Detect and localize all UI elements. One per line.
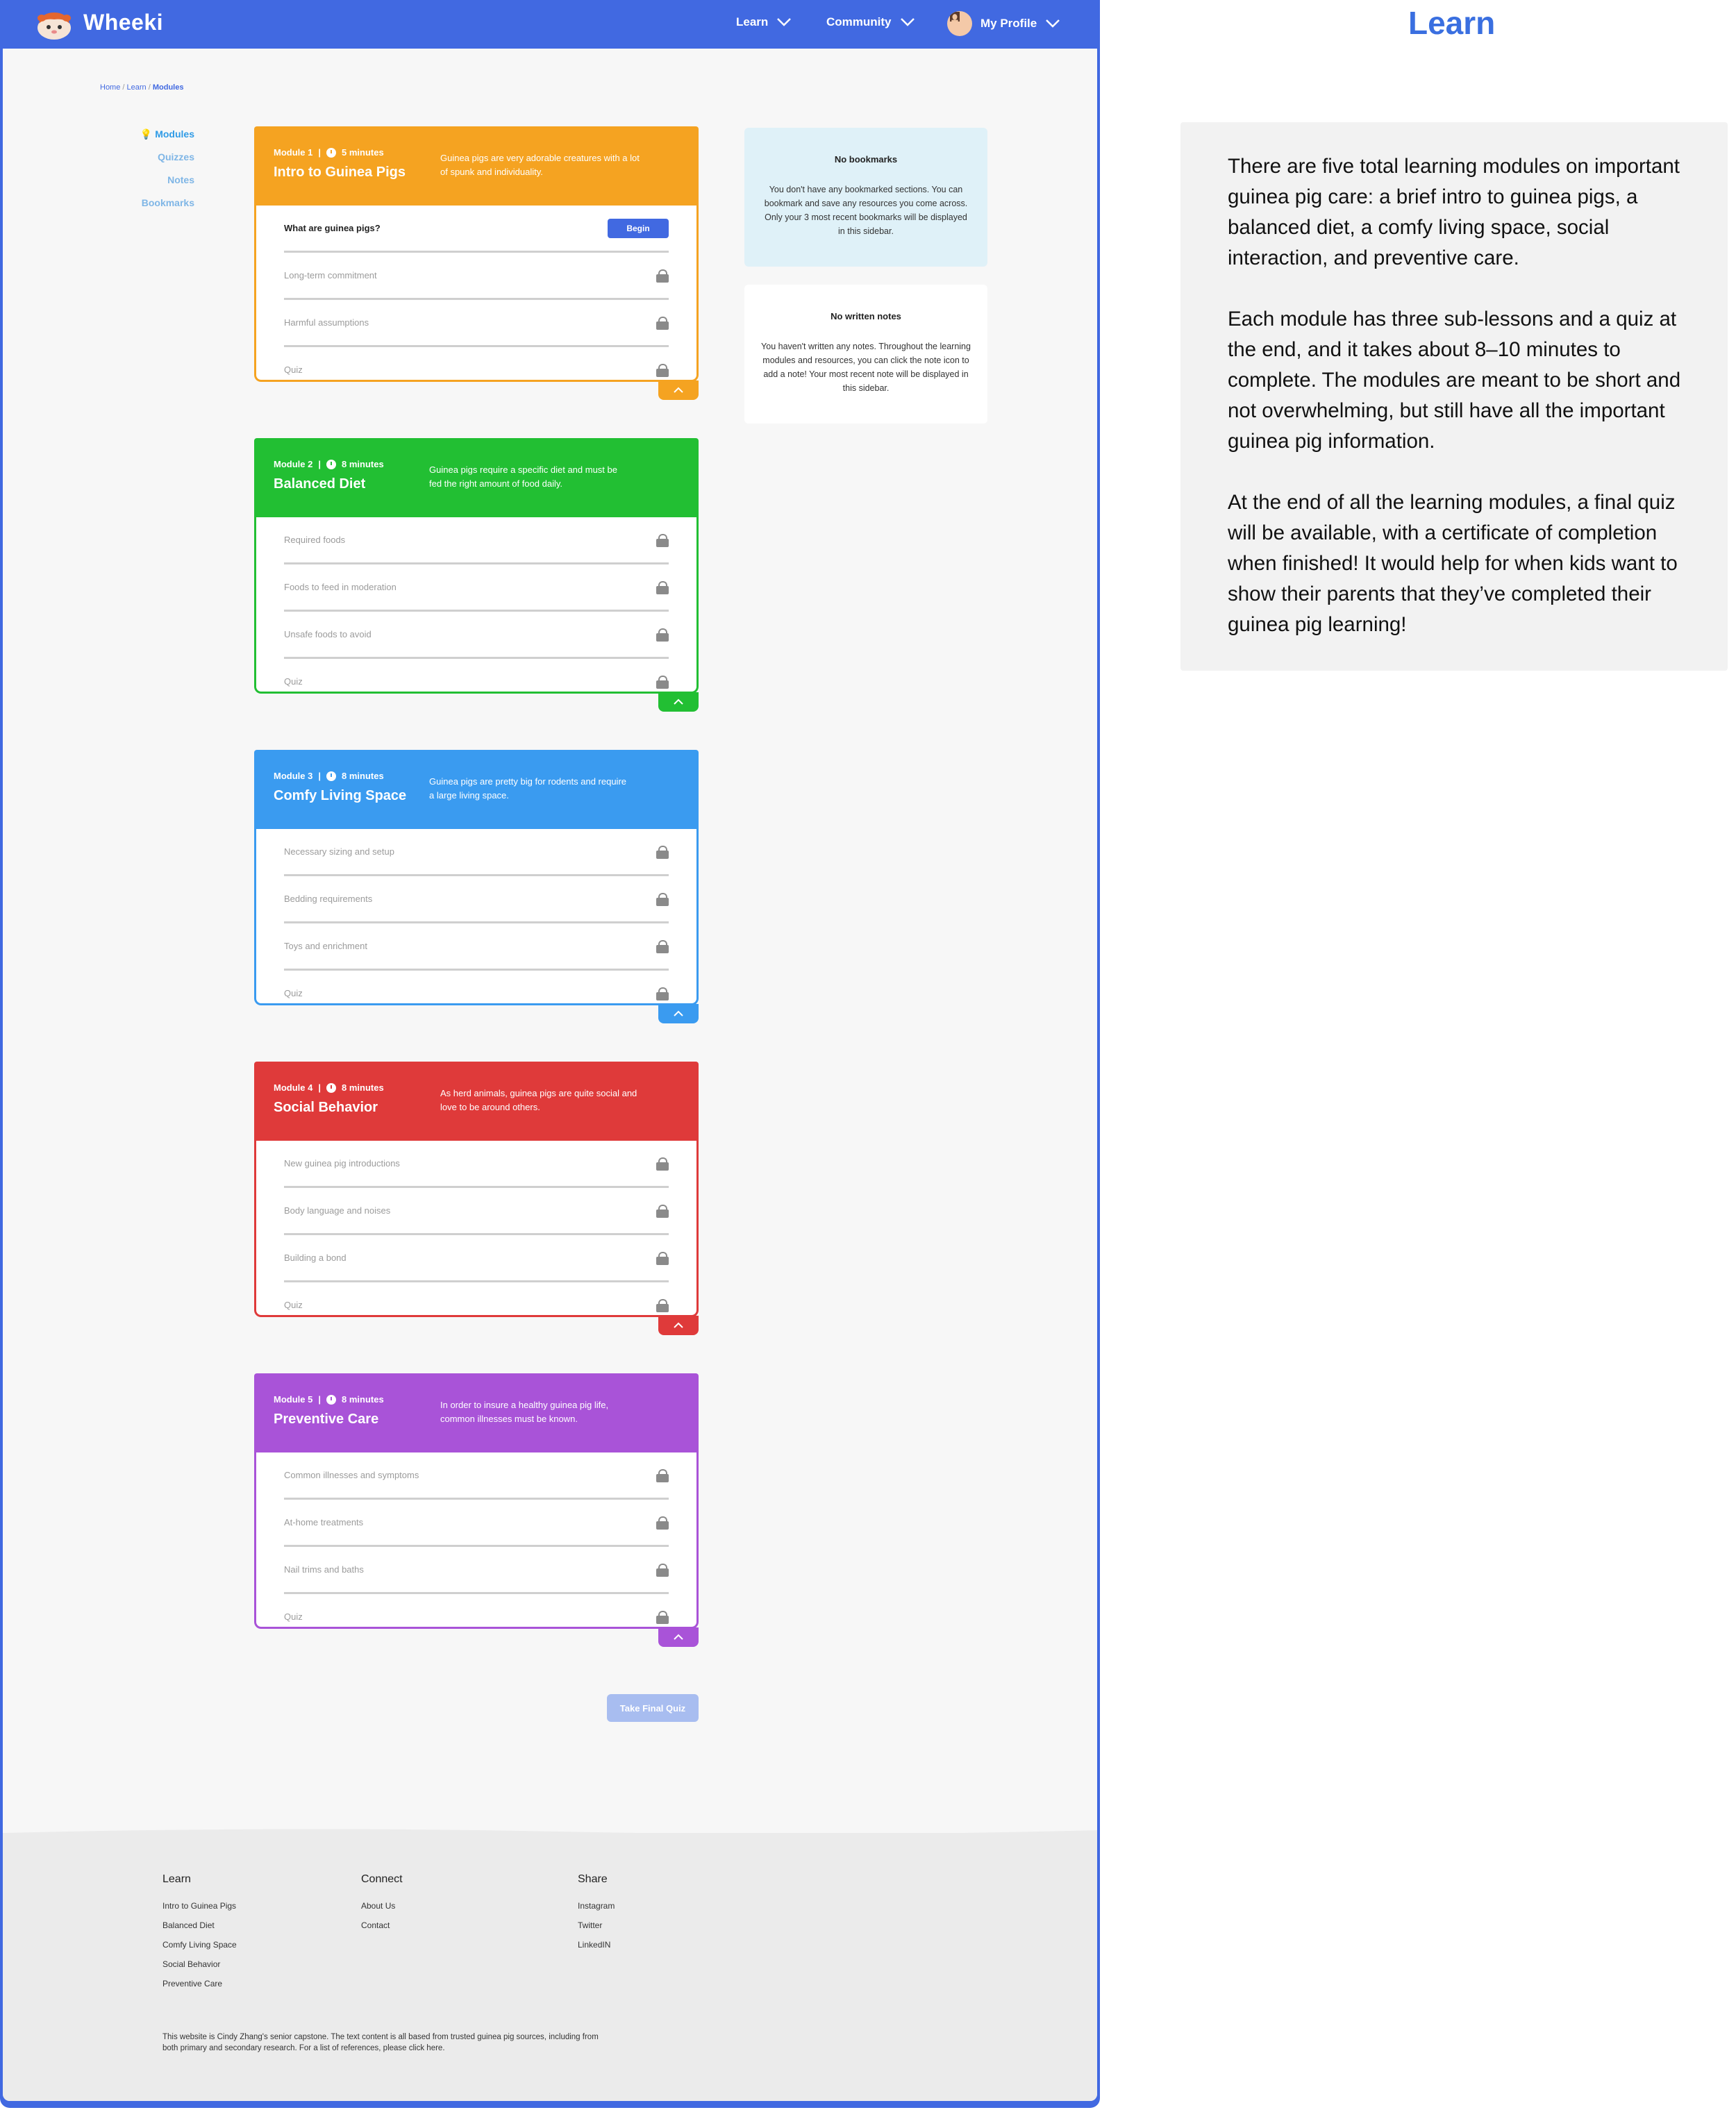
module-time: 8 minutes: [341, 771, 384, 781]
lesson-label: Harmful assumptions: [284, 317, 369, 328]
lock-icon: [656, 534, 669, 546]
module-title: Comfy Living Space: [274, 788, 407, 803]
collapse-toggle[interactable]: [658, 380, 699, 400]
footer-link[interactable]: Social Behavior: [162, 1959, 221, 1969]
module-lessons: [254, 1141, 699, 1317]
meta-separator: |: [318, 1394, 321, 1405]
chevron-down-icon: [1045, 19, 1060, 28]
breadcrumb-learn[interactable]: Learn: [126, 83, 147, 92]
lesson-label: Quiz: [284, 676, 303, 687]
module-lessons: [254, 206, 699, 382]
lock-icon: [656, 269, 669, 282]
collapse-toggle[interactable]: [658, 1316, 699, 1335]
lesson-row[interactable]: [284, 347, 669, 392]
sidebar-item-notes[interactable]: Notes: [167, 174, 194, 185]
lesson-label: Quiz: [284, 365, 303, 375]
lesson-row[interactable]: [284, 1235, 669, 1282]
breadcrumb: [100, 83, 183, 92]
footer-link[interactable]: Preventive Care: [162, 1979, 223, 1988]
lesson-row[interactable]: [284, 300, 669, 347]
lesson-row[interactable]: [284, 564, 669, 612]
lesson-row[interactable]: [284, 1452, 669, 1500]
lesson-label: Quiz: [284, 988, 303, 998]
module-header[interactable]: [254, 750, 699, 829]
panel-title: Learn: [1408, 5, 1496, 41]
module-title: Intro to Guinea Pigs: [274, 165, 406, 180]
sidebar-item-bookmarks[interactable]: Bookmarks: [141, 197, 194, 208]
lock-icon: [656, 846, 669, 858]
footer-link[interactable]: About Us: [361, 1901, 396, 1911]
lesson-row[interactable]: [284, 971, 669, 1016]
notes-body: You haven't written any notes. Throughout the learning modules and resources, you can click the note icon to add a note! Your most recent note will be displayed in this sidebar.: [761, 342, 971, 393]
module-title: Preventive Care: [274, 1412, 379, 1427]
sidebar-item-label: Modules: [155, 128, 194, 140]
module-number: Module 1: [274, 147, 313, 158]
breadcrumb-sep: /: [148, 83, 151, 92]
nav-my-profile[interactable]: [947, 11, 1060, 36]
lesson-label: Foods to feed in moderation: [284, 582, 397, 592]
lesson-label: Building a bond: [284, 1253, 347, 1263]
lesson-label: What are guinea pigs?: [284, 223, 381, 233]
chevron-up-icon: [673, 387, 684, 394]
footer-disclaimer: This website is Cindy Zhang's senior capstone. The text content is all based from trusted guinea pig sources, including from both primary and secondary research. For a list of references, please click here.: [162, 2033, 599, 2052]
avatar: [947, 11, 972, 36]
description-paragraph: There are five total learning modules on important guinea pig care: a brief intro to guinea pigs, a balanced diet, a comfy living space, social interaction, and preventive care.: [1228, 155, 1680, 269]
module-card: [254, 126, 699, 382]
lock-icon: [656, 1516, 669, 1529]
clock-icon: [326, 771, 336, 781]
clock-icon: [326, 460, 336, 469]
module-time: 8 minutes: [341, 1082, 384, 1093]
footer-link[interactable]: Twitter: [578, 1920, 603, 1930]
breadcrumb-current: Modules: [152, 83, 184, 92]
lock-icon: [656, 1299, 669, 1312]
clock-icon: [326, 1083, 336, 1093]
lock-icon: [656, 364, 669, 376]
module-time: 8 minutes: [341, 1394, 384, 1405]
module-card: [254, 750, 699, 1005]
description-panel: [1180, 122, 1728, 671]
module-card: [254, 1062, 699, 1317]
lesson-label: Quiz: [284, 1300, 303, 1310]
lesson-row[interactable]: [284, 206, 669, 253]
lesson-label: Common illnesses and symptoms: [284, 1470, 419, 1480]
lesson-row[interactable]: [284, 923, 669, 971]
sidebar-item-modules[interactable]: [128, 128, 194, 151]
chevron-down-icon: [900, 17, 915, 27]
lock-icon: [656, 1611, 669, 1623]
brand-name[interactable]: Wheeki: [83, 10, 164, 35]
bookmarks-body: You don't have any bookmarked sections. You can bookmark and save any resources you come across. Only your 3 most recent bookmarks will be displayed in this sidebar.: [764, 185, 968, 236]
footer-heading: Connect: [361, 1873, 403, 1885]
lesson-label: Nail trims and baths: [284, 1564, 364, 1575]
module-number: Module 2: [274, 459, 313, 469]
module-description: Guinea pigs require a specific diet and must be fed the right amount of food daily.: [429, 464, 617, 489]
begin-button[interactable]: Begin: [608, 219, 669, 238]
module-meta: [274, 459, 384, 469]
module-number: Module 4: [274, 1082, 313, 1093]
module-meta: [274, 147, 384, 158]
lock-icon: [656, 676, 669, 688]
module-title: Balanced Diet: [274, 476, 366, 492]
lesson-label: Unsafe foods to avoid: [284, 629, 372, 639]
nav-learn[interactable]: [736, 15, 792, 29]
clock-icon: [326, 1395, 336, 1405]
collapse-toggle[interactable]: [658, 1627, 699, 1647]
module-card: [254, 1373, 699, 1629]
module-number: Module 3: [274, 771, 313, 781]
lesson-row[interactable]: [284, 829, 669, 876]
footer-link[interactable]: Balanced Diet: [162, 1920, 215, 1930]
module-title: Social Behavior: [274, 1100, 378, 1115]
lesson-label: At-home treatments: [284, 1517, 364, 1527]
collapse-toggle[interactable]: [658, 1004, 699, 1023]
module-meta: [274, 1082, 384, 1093]
lock-icon: [656, 1252, 669, 1264]
module-lessons: [254, 829, 699, 1005]
lock-icon: [656, 1157, 669, 1170]
footer-link[interactable]: Instagram: [578, 1901, 615, 1911]
lock-icon: [656, 628, 669, 641]
lesson-row[interactable]: [284, 659, 669, 704]
nav-my-profile-label: My Profile: [980, 17, 1037, 30]
chevron-down-icon: [776, 17, 792, 27]
lesson-row[interactable]: [284, 876, 669, 923]
module-time: 5 minutes: [341, 147, 384, 158]
module-description: Guinea pigs are very adorable creatures with a lot of spunk and individuality.: [440, 153, 640, 177]
user-photo-icon: [947, 12, 962, 22]
footer-link[interactable]: Intro to Guinea Pigs: [162, 1901, 237, 1911]
footer-share-column: [578, 1873, 615, 1959]
meta-separator: |: [318, 1082, 321, 1093]
module-description: Guinea pigs are pretty big for rodents and require a large living space.: [429, 776, 627, 801]
module-description: As herd animals, guinea pigs are quite social and love to be around others.: [440, 1088, 637, 1112]
lock-icon: [656, 893, 669, 905]
lock-icon: [656, 987, 669, 1000]
module-number: Module 5: [274, 1394, 313, 1405]
nav-community-label: Community: [826, 15, 892, 28]
module-lessons: [254, 517, 699, 694]
lesson-row[interactable]: [284, 1594, 669, 1639]
notes-title: No written notes: [831, 311, 901, 321]
bookmarks-title: No bookmarks: [834, 154, 898, 165]
lock-icon: [656, 940, 669, 953]
lesson-label: Body language and noises: [284, 1205, 391, 1216]
footer-link[interactable]: Comfy Living Space: [162, 1940, 237, 1950]
chevron-up-icon: [673, 698, 684, 705]
sidebar-nav: [128, 128, 194, 219]
module-meta: [274, 771, 384, 781]
lesson-row[interactable]: [284, 1141, 669, 1188]
lock-icon: [656, 1469, 669, 1482]
lesson-row[interactable]: [284, 1282, 669, 1328]
footer: [3, 1833, 1097, 2101]
module-header[interactable]: [254, 1373, 699, 1452]
footer-link[interactable]: LinkedIN: [578, 1940, 611, 1950]
lock-icon: [656, 317, 669, 329]
lock-icon: [656, 581, 669, 594]
module-time: 8 minutes: [341, 459, 384, 469]
lock-icon: [656, 1205, 669, 1217]
clock-icon: [326, 148, 336, 158]
lesson-row[interactable]: [284, 253, 669, 300]
notes-card: [744, 285, 987, 424]
meta-separator: |: [318, 147, 321, 158]
module-header[interactable]: [254, 438, 699, 517]
footer-connect-column: [361, 1873, 403, 1940]
lesson-label: Quiz: [284, 1611, 303, 1622]
lock-icon: [656, 1564, 669, 1576]
chevron-up-icon: [673, 1322, 684, 1329]
collapse-toggle[interactable]: [658, 692, 699, 712]
lesson-row[interactable]: [284, 612, 669, 659]
footer-learn-column: [162, 1873, 237, 1998]
lesson-label: Bedding requirements: [284, 894, 373, 904]
module-header[interactable]: [254, 126, 699, 206]
sidebar-item-quizzes[interactable]: Quizzes: [158, 151, 194, 162]
nav-community[interactable]: [826, 15, 915, 29]
lesson-row[interactable]: [284, 1188, 669, 1235]
guinea-pig-logo-icon[interactable]: [36, 8, 72, 40]
breadcrumb-sep: /: [122, 83, 125, 92]
lesson-label: Required foods: [284, 535, 346, 545]
meta-separator: |: [318, 459, 321, 469]
lesson-row[interactable]: [284, 1547, 669, 1594]
breadcrumb-home[interactable]: Home: [100, 83, 121, 92]
lightbulb-icon: 💡: [140, 128, 153, 140]
lesson-row[interactable]: [284, 1500, 669, 1547]
footer-heading: Learn: [162, 1873, 191, 1885]
module-description: In order to insure a healthy guinea pig life, common illnesses must be known.: [440, 1400, 609, 1424]
chevron-up-icon: [673, 1010, 684, 1017]
module-lessons: [254, 1452, 699, 1629]
lesson-label: Toys and enrichment: [284, 941, 367, 951]
nav-learn-label: Learn: [736, 15, 769, 28]
bookmarks-card: [744, 128, 987, 267]
top-navbar: [0, 0, 1100, 49]
take-final-quiz-button[interactable]: Take Final Quiz: [607, 1694, 699, 1722]
lesson-row[interactable]: [284, 517, 669, 564]
description-paragraph: At the end of all the learning modules, a final quiz will be available, with a certificate of completion when finished! It would help for when kids want to show their parents that they’ve completed their guinea pig learning!: [1228, 491, 1678, 636]
description-paragraph: Each module has three sub-lessons and a quiz at the end, and it takes about 8–10 minutes to complete. The modules are meant to be short and not overwhelming, but still have all the important guinea pig information.: [1228, 308, 1681, 453]
lesson-label: Necessary sizing and setup: [284, 846, 394, 857]
lesson-label: Long-term commitment: [284, 270, 377, 281]
meta-separator: |: [318, 771, 321, 781]
footer-link[interactable]: Contact: [361, 1920, 390, 1930]
page-canvas: [3, 49, 1097, 2101]
module-meta: [274, 1394, 384, 1405]
module-card: [254, 438, 699, 694]
footer-heading: Share: [578, 1873, 608, 1885]
module-header[interactable]: [254, 1062, 699, 1141]
lesson-label: New guinea pig introductions: [284, 1158, 400, 1169]
footer-wave: [3, 1826, 1097, 1836]
chevron-up-icon: [673, 1634, 684, 1641]
